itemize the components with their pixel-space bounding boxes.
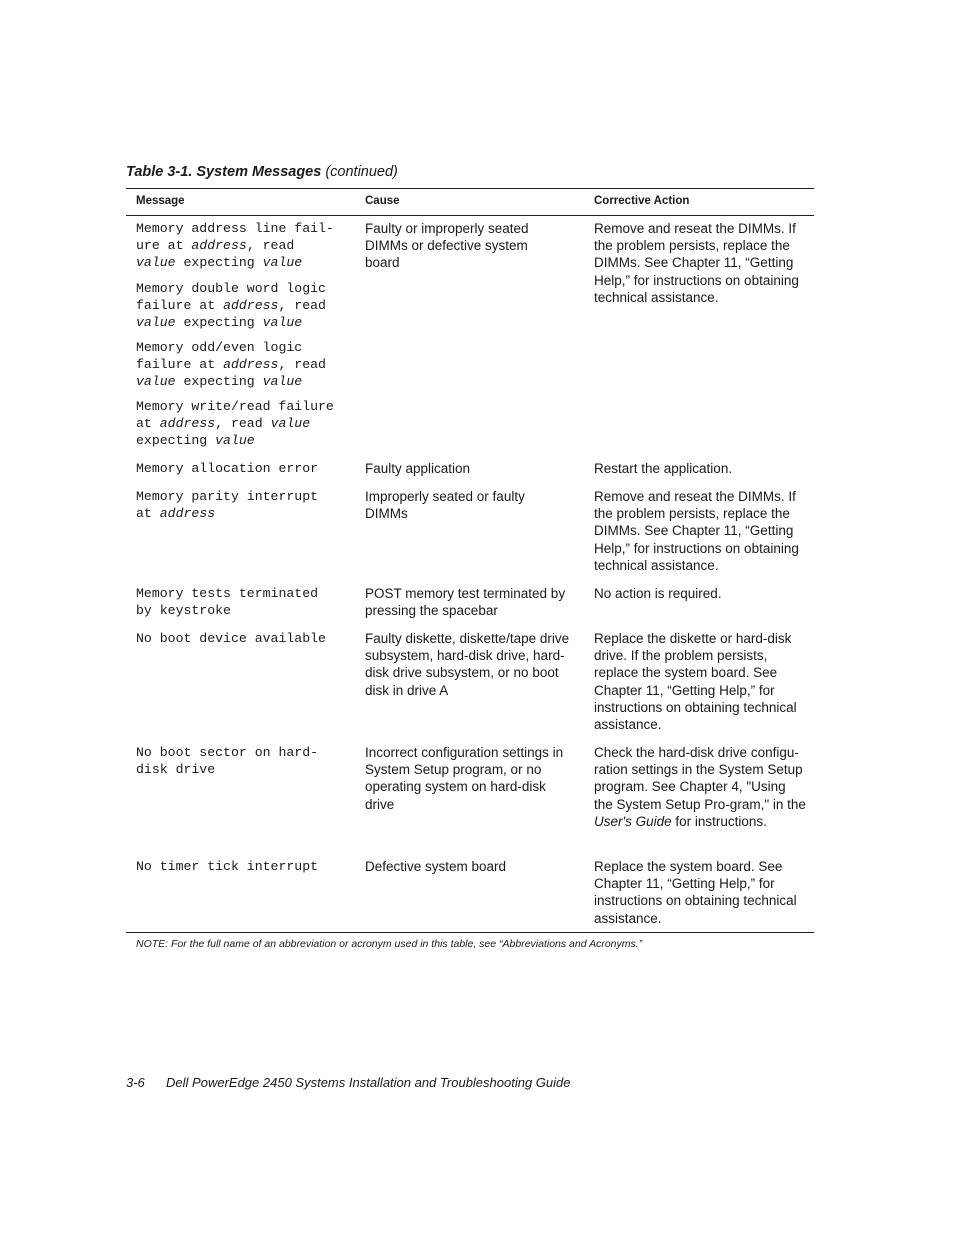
cause-memory-allocation: Faulty application <box>365 461 471 476</box>
message-memory-double-word: Memory double word logic failure at address, read value expecting value <box>136 281 326 331</box>
table-caption-label: Table 3-1. System Messages <box>126 164 322 180</box>
action-memory-failures: Remove and reseat the DIMMs. If the problem persists, replace the DIMMs. See Chapter 11, “Getting Help,” for instructions on obtaining technical assistance. <box>594 221 799 305</box>
message-no-timer-tick: No timer tick interrupt <box>136 859 319 874</box>
page-footer <box>126 1075 571 1091</box>
table-bottom-rule <box>126 932 814 933</box>
message-memory-tests-terminated: Memory tests terminated by keystroke <box>136 586 319 619</box>
action-memory-parity: Remove and reseat the DIMMs. If the problem persists, replace the DIMMs. See Chapter 11, “Getting Help,” for instructions on obtaining technical assistance. <box>594 489 799 573</box>
action-no-boot-sector: Check the hard-disk drive configu-ration settings in the System Setup program. See Chapter 4, "Using the System Setup Pro-gram," in the User's Guide for instructions. <box>594 745 806 829</box>
message-memory-parity: Memory parity interrupt at address <box>136 489 319 522</box>
action-memory-tests-terminated: No action is required. <box>594 586 722 601</box>
cause-memory-parity: Improperly seated or faulty DIMMs <box>365 489 525 522</box>
table-note: NOTE: For the full name of an abbreviation or acronym used in this table, see “Abbreviations and Acronyms.” <box>136 938 643 950</box>
table-caption-continued: (continued) <box>325 164 398 180</box>
header-message: Message <box>136 195 185 207</box>
cause-no-boot-sector: Incorrect configuration settings in System Setup program, or no operating system on hard-disk drive <box>365 745 564 812</box>
header-rule <box>126 215 814 216</box>
table-top-rule <box>126 188 814 189</box>
header-cause: Cause <box>365 195 400 207</box>
action-no-timer-tick: Replace the system board. See Chapter 11, “Getting Help,” for instructions on obtaining technical assistance. <box>594 859 797 926</box>
guide-title: Dell PowerEdge 2450 Systems Installation and Troubleshooting Guide <box>166 1075 571 1090</box>
message-memory-allocation: Memory allocation error <box>136 461 319 476</box>
action-memory-allocation: Restart the application. <box>594 461 733 476</box>
table-caption <box>126 163 398 181</box>
cause-no-timer-tick: Defective system board <box>365 859 507 874</box>
cause-memory-tests-terminated: POST memory test terminated by pressing the spacebar <box>365 586 566 619</box>
message-no-boot-sector: No boot sector on hard- disk drive <box>136 745 319 778</box>
message-memory-write-read: Memory write/read failure at address, read value expecting value <box>136 399 334 449</box>
message-memory-odd-even: Memory odd/even logic failure at address, read value expecting value <box>136 340 326 390</box>
header-corrective-action: Corrective Action <box>594 195 690 207</box>
message-memory-address-line: Memory address line fail- ure at address, read value expecting value <box>136 221 334 271</box>
action-no-boot-device: Replace the diskette or hard-disk drive. If the problem persists, replace the system board. See Chapter 11, “Getting Help,” for instructions on obtaining technical assistance. <box>594 631 797 733</box>
cause-memory-failures: Faulty or improperly seated DIMMs or defective system board <box>365 221 529 271</box>
message-no-boot-device: No boot device available <box>136 631 326 646</box>
page-number: 3-6 <box>126 1075 145 1090</box>
cause-no-boot-device: Faulty diskette, diskette/tape drive subsystem, hard-disk drive, hard-disk drive subsystem, or no boot disk in drive A <box>365 631 570 698</box>
